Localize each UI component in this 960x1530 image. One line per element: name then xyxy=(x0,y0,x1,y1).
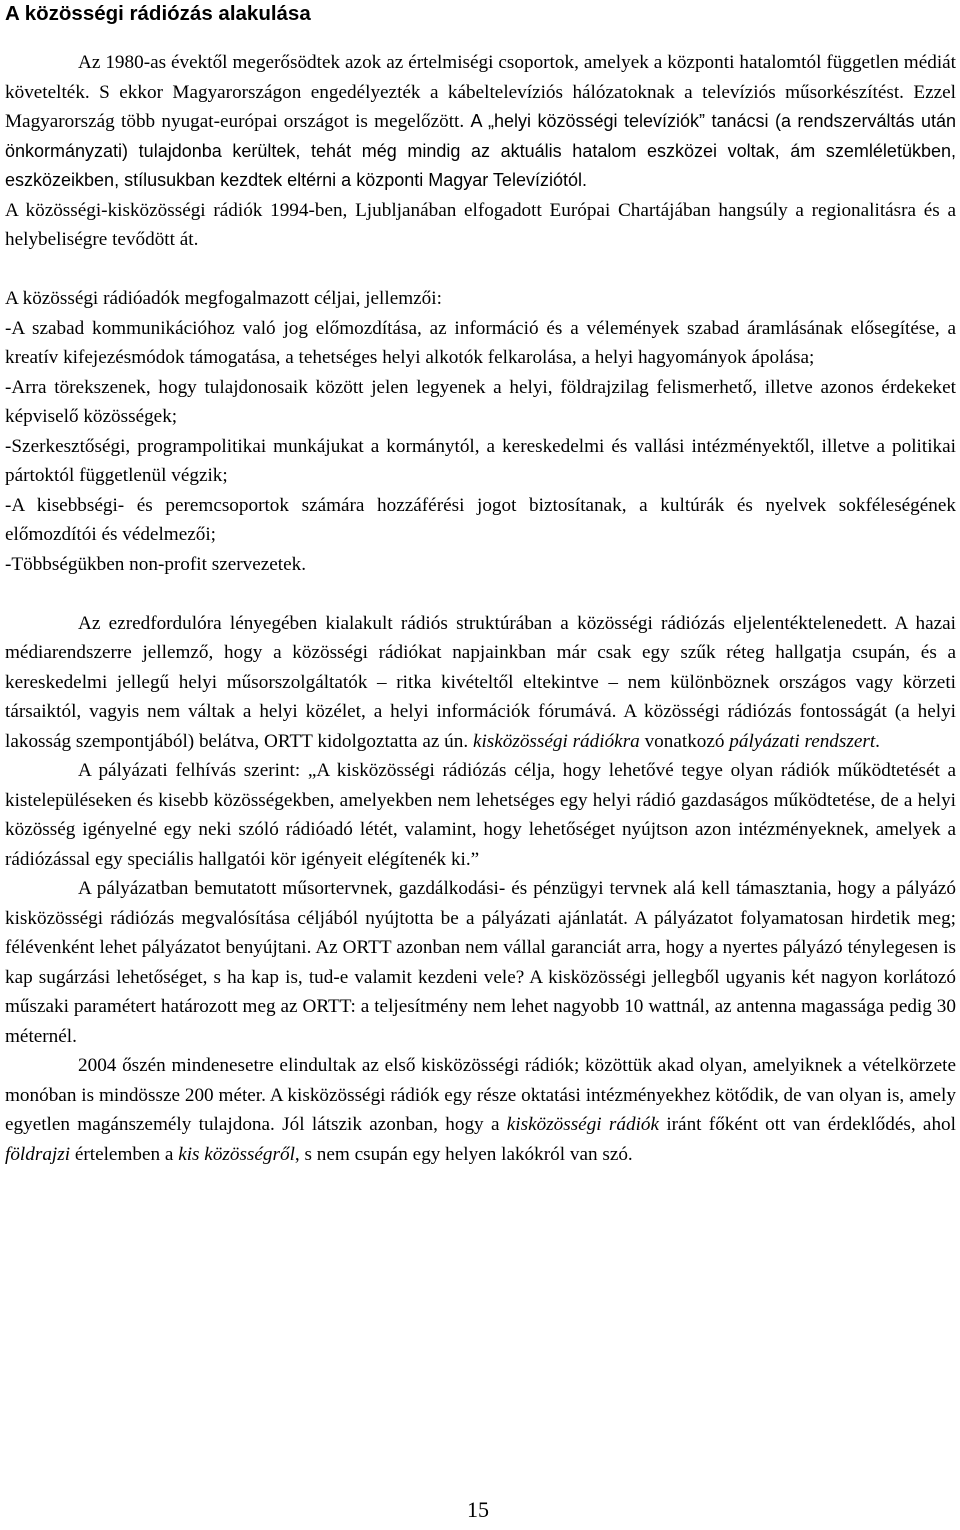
paragraph-2004-text-d: , s nem csupán egy helyen lakókról van szó. xyxy=(294,1143,633,1165)
goal-item-5: -Többségükben non-profit szervezetek. xyxy=(5,553,307,575)
italic-term-kiskozossegi-radiok: kisközösségi rádiók xyxy=(506,1114,660,1135)
italic-term-kis-kozossegrol: kis közösségről xyxy=(178,1143,295,1165)
paragraph-charter: A közösségi-kisközösségi rádiók 1994-ben, Ljubljanában elfogadott Európai Chartájában hangsúly a regionalitásra és a helybeliségre tevődött át. xyxy=(5,199,956,250)
paragraph-2004-text-b: iránt főként ott van érdeklődés, ahol xyxy=(659,1114,956,1135)
goal-item-3: -Szerkesztőségi, programpolitikai munkájukat a kormánytól, a kereskedelmi és vallási intézményektől, illetve a politikai pártoktól függetlenül végzik; xyxy=(5,435,956,486)
paragraph-intro xyxy=(5,48,956,196)
paragraph-intro-serif: Az 1980-as évektől megerősödtek azok az értelmiségi csoportok, amelyek a központi hatalomtól független médiát követelték. S ekkor Magyarországon engedélyezték a kábeltelevíziós hálózatoknak a televíziós műsorkészítést. Ezzel Magyarország több nyugat-európai országot is megelőzött. xyxy=(5,52,956,132)
paragraph-millennium-text-b: vonatkozó xyxy=(639,730,730,752)
italic-term-palyazati-rendszert: pályázati rendszert xyxy=(729,730,876,752)
paragraph-millennium-text-a: Az ezredfordulóra lényegében kialakult rádiós struktúrában a közösségi rádiózás eljelentéktelenedett. A hazai médiarendszerre jellemző, hogy a közösségi rádiókat napjainkban már csak egy szűk réteg hallgatja csupán, és a kereskedelmi jellegű helyi műsorszolgáltatók – ritka kivételtől eltekintve – nem különböznek országos vagy körzeti társaiktól, vagyis nem váltak a helyi közélet, a helyi információk fórumává. A közösségi rádiózás fontosságát (a helyi lakosság szempontjából) belátva, ORTT kidolgoztatta az ún. xyxy=(5,612,956,752)
goals-intro: A közösségi rádióadók megfogalmazott céljai, jellemzői: xyxy=(5,288,442,309)
paragraph-intro-sans: A „helyi közösségi televíziók” tanácsi (a rendszerváltás után önkormányzati) tulajdonba kerültek, tehát még mindig az aktuális hatalom eszközei voltak, ám szemléletükben, eszközeikben, stílusukban kezdtek eltérni a központi Magyar Televíziótól. xyxy=(5,111,956,190)
italic-term-foldrajzi: földrajzi xyxy=(5,1143,71,1165)
document-page xyxy=(5,0,956,1169)
goal-item-1: -A szabad kommunikációhoz való jog előmozdítása, az információ és a vélemények szabad áramlásának elősegítése, a kreatív kifejezésmódok támogatása, a tehetséges helyi alkotók felkarolása, a helyi hagyományok ápolása; xyxy=(5,317,956,368)
paragraph-millennium-text-c: . xyxy=(875,730,880,752)
paragraph-call-for-tender: A pályázati felhívás szerint: „A kisközösségi rádiózás célja, hogy lehetővé tegye olyan rádiók működtetését a kistelepüléseken és kisebb közösségekben, amelyekben nem lehetséges egy helyi rádió gazdaságos működtetése, de a helyi közösség igényelné egy neki szóló rádióadó létét, valamint, hogy lehetőséget nyújtson azon intézményeknek, amelyek a rádiózással egy speciális hallgatói kör igényeit elégítenék ki.” xyxy=(5,760,956,870)
page-number: 15 xyxy=(467,1497,489,1522)
goal-item-2: -Arra törekszenek, hogy tulajdonosaik között jelen legyenek a helyi, földrajzilag felismerhető, illetve azonos érdekeket képviselő közösségek; xyxy=(5,376,956,427)
paragraph-tender-details: A pályázatban bemutatott műsortervnek, gazdálkodási- és pénzügyi tervnek alá kell támasztania, hogy a pályázó kisközösségi rádiózás megvalósítása céljából nyújtotta be a pályázati ajánlatát. A pályázatot folyamatosan hirdetik meg; félévenként lehet pályázatot benyújtani. Az ORTT azonban nem vállal garanciát arra, hogy a nyertes pályázó ténylegesen is kap sugárzási lehetőséget, s ha kap is, tud-e valamit kezdeni vele? A kisközösségi jellegből ugyanis két nagyon korlátozó műszaki paramétert határozott meg az ORTT: a teljesítmény nem lehet nagyobb 10 wattnál, az antenna magassága pedig 30 méternél. xyxy=(5,878,956,1047)
paragraph-2004-text-a: 2004 őszén mindenesetre elindultak az első kisközösségi rádiók; közöttük akad olyan, amelyiknek a vételkörzete monóban is mindössze 200 méter. A kisközösségi rádiók egy része oktatási intézményekhez kötődik, de van olyan is, amely egyetlen magánszemély tulajdona. Jól látszik azonban, hogy a xyxy=(5,1055,956,1135)
paragraph-2004 xyxy=(5,1051,956,1169)
section-heading: A közösségi rádiózás alakulása xyxy=(5,2,311,25)
paragraph-2004-text-c: értelemben a xyxy=(70,1143,179,1165)
italic-term-kiskozossegi-radiokra: kisközösségi rádiókra xyxy=(472,730,640,752)
goal-item-4: -A kisebbségi- és peremcsoportok számára hozzáférési jogot biztosítanak, a kultúrák és nyelvek sokféleségének előmozdítói és védelmezői; xyxy=(5,494,956,545)
paragraph-millennium xyxy=(5,609,956,757)
